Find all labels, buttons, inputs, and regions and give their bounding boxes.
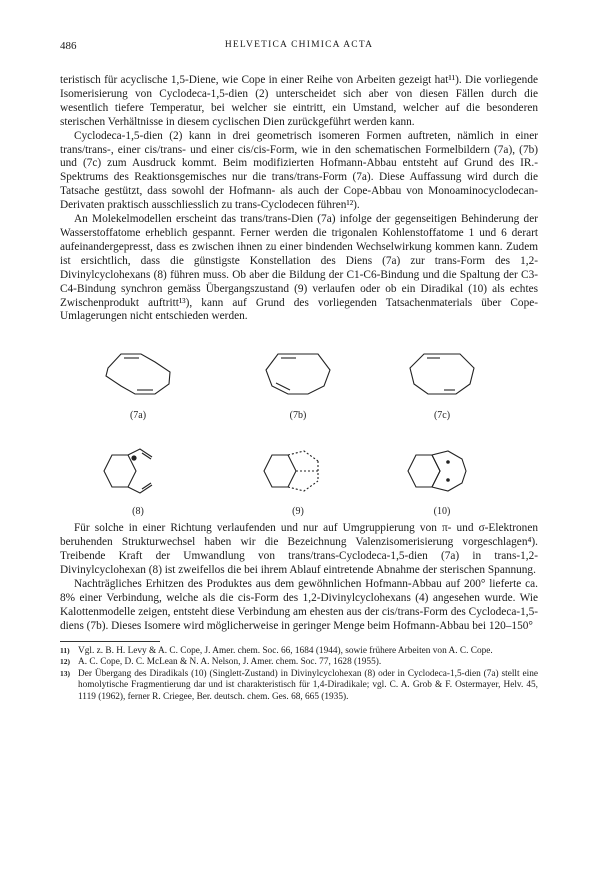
label-10: (10) — [433, 506, 451, 518]
journal-title: HELVETICA CHIMICA ACTA — [224, 40, 374, 50]
radical-dot-icon — [131, 456, 136, 461]
label-9: (9) — [292, 506, 304, 518]
paragraph-4: Für solche in einer Richtung verlaufenden und nur auf Umgruppierung von π- und σ-Elektronen beruhenden Strukturwechsel haben wir die Bezeichnung Valenzisomerisierung vorgeschlagen⁴). Treibende Kraft der Umwandlung von trans/trans-Cyclodeca-1,5-dien (7a) in trans-1,2-Divinylcyclohexan (8) ist zweifellos die bei ihrem Ablauf eintretende Abnahme der sterischen Spannung. — [60, 522, 538, 577]
footnote-number: 11) — [60, 645, 70, 655]
structural-formulas-figure — [60, 326, 538, 522]
structure-8 — [104, 449, 152, 493]
journal-page — [60, 40, 538, 704]
footnotes — [60, 646, 538, 704]
footnote-rule — [60, 641, 160, 642]
page-number: 486 — [60, 40, 77, 52]
page-header — [60, 40, 538, 56]
label-7c: (7c) — [433, 410, 451, 422]
footnote-text: A. C. Cope, D. C. McLean & N. A. Nelson, J. Amer. chem. Soc. 77, 1628 (1955). — [78, 657, 382, 668]
structure-10 — [408, 451, 466, 491]
paragraph-2: Cyclodeca-1,5-dien (2) kann in drei geometrisch isomeren Formen auftreten, nämlich in einer trans/trans-, einer cis/trans- und einer cis/cis-Form, wie in den schematischen Formelbildern (7a), (7b) und (7c) zum Ausdruck kommt. Beim modifizierten Hofmann-Abbau entsteht auf Grund des IR.-Spektrums des Reaktionsgemisches nur die trans/trans-Form (7a). Diese Auffassung wird durch die Tatsache gestützt, dass sowohl der Hofmann- als auch der Cope-Abbau von Monoaminocyclodecan-Derivaten praktisch ausschliesslich zu trans-Cyclodecen führen¹²). — [60, 129, 538, 212]
radical-dot-icon — [446, 479, 450, 483]
label-8: (8) — [132, 506, 144, 518]
footnote-12 — [60, 657, 538, 669]
footnote-text: Vgl. z. B. H. Levy & A. C. Cope, J. Amer. chem. Soc. 66, 1684 (1944), sowie frühere Arbeiten von A. C. Cope. — [78, 645, 493, 656]
structure-7b — [266, 354, 330, 394]
body-text-top — [60, 74, 538, 324]
label-7b: (7b) — [289, 410, 307, 422]
label-7a: (7a) — [129, 410, 147, 422]
paragraph-1: teristisch für acyclische 1,5-Diene, wie Cope in einer Reihe von Arbeiten gezeigt hat¹¹). Die vorliegende Isomerisierung von Cyclodeca-1,5-dien (2) unterscheidet sich aber von diesen Fällen durch die wesentlich tiefere Temperatur, bei welcher sie eintritt, ein Umstand, welcher auf die besonderen sterischen Verhältnisse in diesem cyclischen Dien zurückgeführt werden kann. — [60, 74, 538, 128]
footnote-11 — [60, 646, 538, 658]
paragraph-3: An Molekelmodellen erscheint das trans/trans-Dien (7a) infolge der gegenseitigen Behinderung der Wasserstoffatome erheblich gespannt. Ferner werden die trigonalen Kohlenstoffatome 1 und 6 derart aufeinandergepresst, dass es zwischen ihnen zu einer bindenden Wechselwirkung kommen kann. Zudem ist ersichtlich, dass die günstigste Konstellation des Diens (7a) zur trans-Form des 1,2-Divinylcyclohexans (8) führen muss. Ob aber die Bildung der C1-C6-Bindung und die Spaltung der C3-C4-Bindung synchron gemäss Übergangszustand (9) verlaufen oder ob ein Diradikal (10) als echtes Zwischenprodukt auftritt¹³), kann auf Grund des vorliegenden Tatsachenmaterials über Cope-Umlagerungen nicht entschieden werden. — [60, 213, 538, 323]
footnote-text: Der Übergang des Diradikals (10) (Singlett-Zustand) in Divinylcyclohexan (8) oder in Cyclodeca-1,5-dien (7a) stellt eine homolytische Fragmentierung dar und ist charakteristisch für 1,4-Diradikale; vgl. C. A. Grob & F. Ostermayer, Helv. 45, 1119 (1962), ferner R. Criegee, Ber. deutsch. chem. Ges. 68, 665 (1935). — [78, 668, 538, 702]
structure-9 — [264, 451, 318, 491]
paragraph-5: Nachträgliches Erhitzen des Produktes aus dem gewöhnlichen Hofmann-Abbau auf 200° lieferte ca. 8% einer Verbindung, welche als die cis-Form des 1,2-Divinylcyclohexans (4) angesehen wurde. Wie Kalottenmodelle zeigen, entsteht diese Verbindung am ehesten aus der cis/trans-Form des Cyclodeca-1,5-diens (7b). Dieses Isomere wird möglicherweise in geringer Menge beim Hofmann-Abbau bei 120–150° — [60, 577, 538, 632]
formula-drawings — [60, 326, 538, 522]
body-text-bottom — [60, 522, 538, 633]
radical-dot-icon — [446, 461, 450, 465]
structure-7a — [106, 354, 170, 394]
structure-7c — [410, 354, 474, 394]
footnote-number: 12) — [60, 657, 70, 667]
footnote-13 — [60, 669, 538, 704]
footnote-number: 13) — [60, 668, 70, 678]
